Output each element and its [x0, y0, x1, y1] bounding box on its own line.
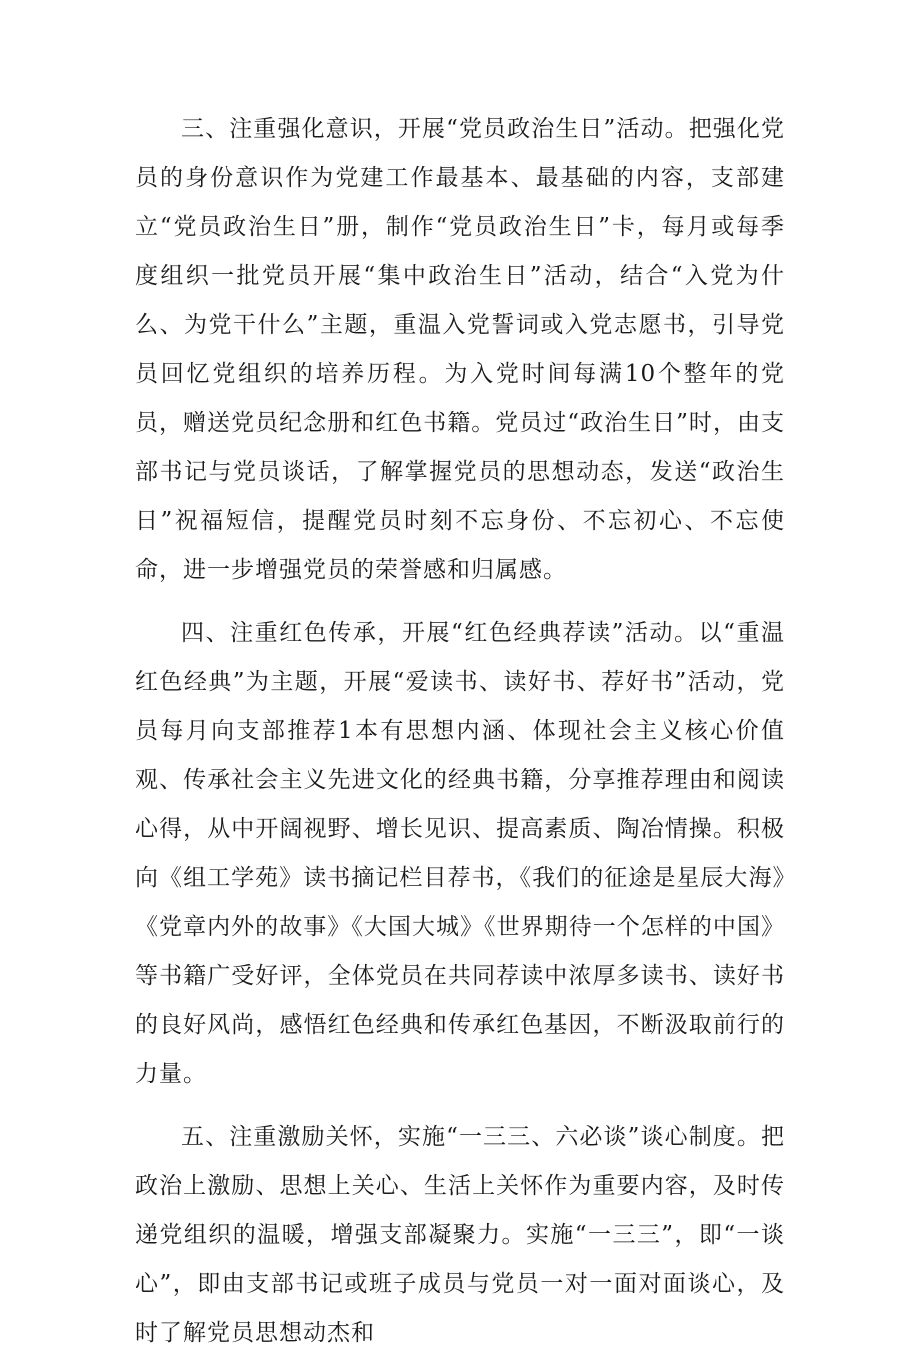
document-body	[135, 105, 785, 1358]
paragraph-5-incentive-care: 五、注重激励关怀，实施“一三三、六必谈”谈心制度。把政治上激励、思想上关心、生活上关怀作为重要内容，及时传递党组织的温暖，增强支部凝聚力。实施“一三三”，即“一谈心”，即由支部书记或班子成员与党员一对一面对面谈心，及时了解党员思想动杰和	[135, 1124, 785, 1346]
paragraph-3-political-birthday: 三、注重强化意识，开展“党员政治生日”活动。把强化党员的身份意识作为党建工作最基本、最基础的内容，支部建立“党员政治生日”册，制作“党员政治生日”卡，每月或每季度组织一批党员开展“集中政治生日”活动，结合“入党为什么、为党干什么”主题，重温入党誓词或入党志愿书，引导党员回忆党组织的培养历程。为入党时间每满10个整年的党员，赠送党员纪念册和红色书籍。党员过“政治生日”时，由支部书记与党员谈话，了解掌握党员的思想动态，发送“政治生日”祝福短信，提醒党员时刻不忘身份、不忘初心、不忘使命，进一步增强党员的荣誉感和归属感。	[135, 116, 785, 583]
paragraph-4-red-classics-reading: 四、注重红色传承，开展“红色经典荐读”活动。以“重温红色经典”为主题，开展“爱读书、读好书、荐好书”活动，党员每月向支部推荐1本有思想内涵、体现社会主义核心价值观、传承社会主义先进文化的经典书籍，分享推荐理由和阅读心得，从中开阔视野、增长见识、提高素质、陶冶情操。积极向《组工学苑》读书摘记栏目荐书，《我们的征途是星辰大海》《党章内外的故事》《大国大城》《世界期待一个怎样的中国》等书籍广受好评，全体党员在共同荐读中浓厚多读书、读好书的良好风尚，感悟红色经典和传承红色基因，不断汲取前行的力量。	[135, 620, 785, 1087]
